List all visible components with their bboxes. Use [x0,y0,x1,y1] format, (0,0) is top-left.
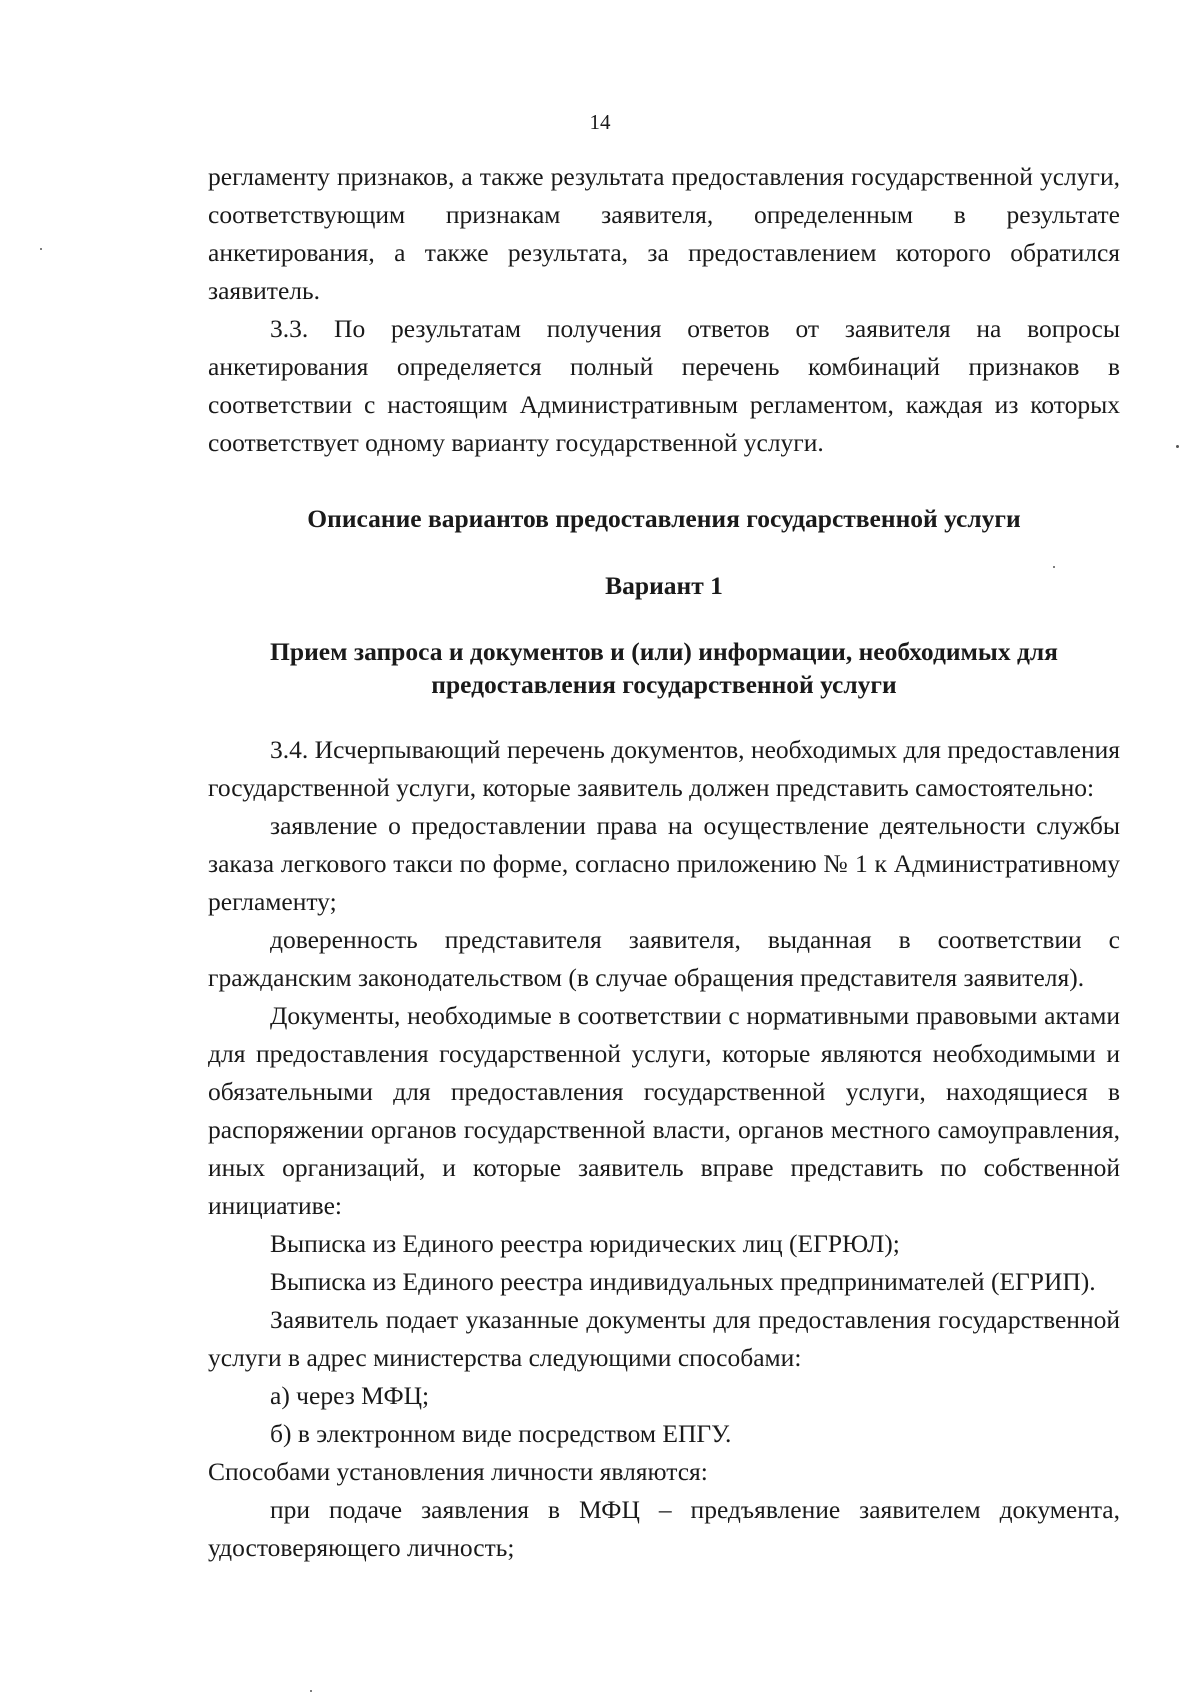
document-body [208,158,1120,1567]
variant-heading: Вариант 1 [605,571,723,600]
paragraph: 3.4. Исчерпывающий перечень документов, необходимых для предоставления государственной услуги, которые заявитель должен представить самостоятельно: [208,735,1120,802]
paragraph: Заявитель подает указанные документы для предоставления государственной услуги в адрес министерства следующими способами: [208,1305,1120,1372]
scan-speck [1176,445,1179,448]
scan-speck [1053,566,1055,568]
paragraph: при подаче заявления в МФЦ – предъявление заявителем документа, удостоверяющего личность; [208,1495,1120,1562]
paragraph: регламенту признаков, а также результата предоставления государственной услуги, соответствующим признакам заявителя, определенным в результате анкетирования, а также результата, за предоставлением которого обратился заявитель. [208,162,1120,305]
paragraph: Выписка из Единого реестра юридических лиц (ЕГРЮЛ); [270,1229,900,1258]
scan-speck [310,1690,312,1692]
scan-speck [40,248,42,250]
paragraph: Способами установления личности являются: [208,1457,708,1486]
paragraph: Выписка из Единого реестра индивидуальных предпринимателей (ЕГРИП). [270,1267,1096,1296]
paragraph: доверенность представителя заявителя, выданная в соответствии с гражданским законодательством (в случае обращения представителя заявителя). [208,925,1120,992]
paragraph: заявление о предоставлении права на осуществление деятельности службы заказа легкового такси по форме, согласно приложению № 1 к Административному регламенту; [208,811,1120,916]
section-heading: Описание вариантов предоставления государственной услуги [307,504,1021,533]
paragraph: Документы, необходимые в соответствии с нормативными правовыми актами для предоставления государственной услуги, которые являются необходимыми и обязательными для предоставления государственной услуги, находящиеся в распоряжении органов государственной власти, органов местного самоуправления, иных организаций, и которые заявитель вправе представить по собственной инициативе: [208,1001,1120,1220]
subsection-heading: Прием запроса и документов и (или) информации, необходимых для предоставления государственной услуги [270,637,1058,699]
list-item: б) в электронном виде посредством ЕПГУ. [270,1419,732,1448]
page-number: 14 [589,110,611,134]
list-item: а) через МФЦ; [270,1381,430,1410]
paragraph: 3.3. По результатам получения ответов от заявителя на вопросы анкетирования определяется полный перечень комбинаций признаков в соответствии с настоящим Административным регламентом, каждая из которых соответствует одному варианту государственной услуги. [208,314,1120,457]
